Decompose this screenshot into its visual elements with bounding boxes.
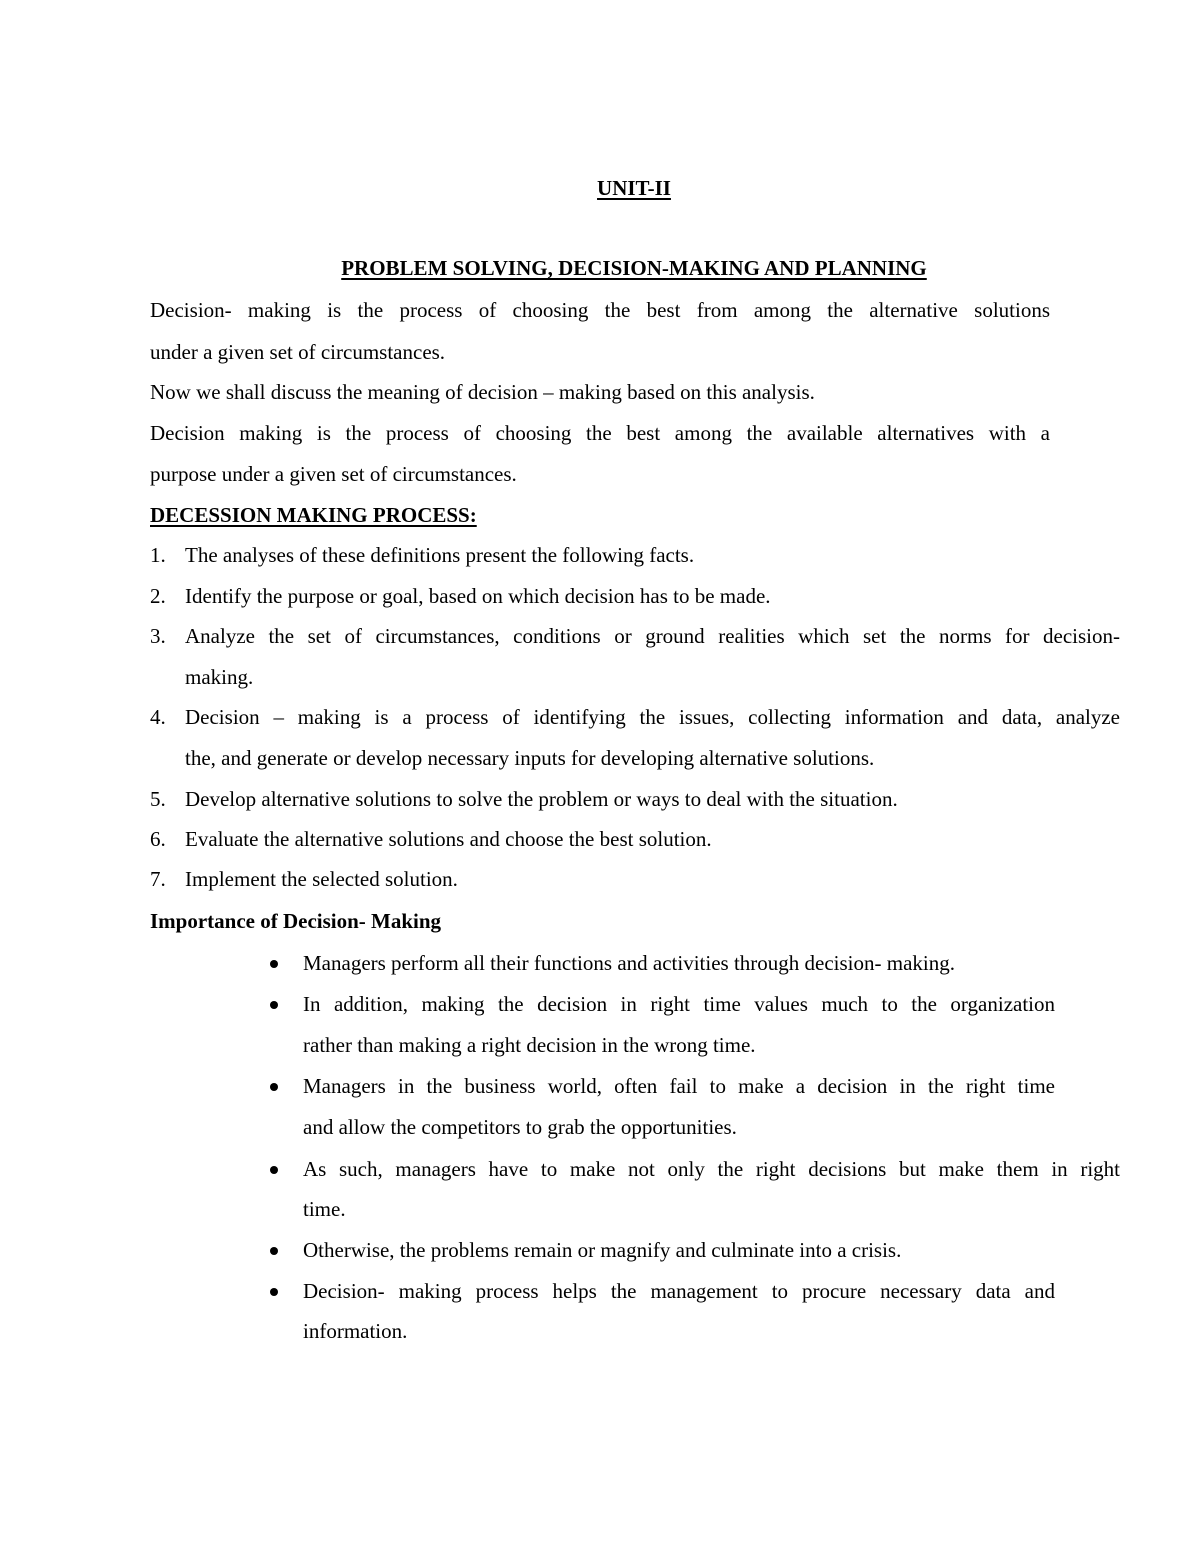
bullet-icon [270, 1001, 278, 1009]
step-text: Analyze the set of circumstances, conditions or ground realities which set the norms for decision- [185, 624, 1120, 648]
intro-line: Now we shall discuss the meaning of decision – making based on this analysis. [150, 380, 815, 404]
step-text: the, and generate or develop necessary inputs for developing alternative solutions. [185, 746, 875, 770]
step-number: 5. [150, 787, 166, 811]
point-text: time. [303, 1197, 346, 1221]
bullet-icon [270, 1083, 278, 1091]
process-heading: DECESSION MAKING PROCESS: [150, 503, 477, 527]
bullet-icon [270, 1166, 278, 1174]
step-text: The analyses of these definitions present the following facts. [185, 543, 695, 567]
point-text: Decision- making process helps the management to procure necessary data and [303, 1279, 1055, 1303]
point-text: In addition, making the decision in right time values much to the organization [303, 992, 1055, 1016]
step-text: making. [185, 665, 254, 689]
intro-line: Decision- making is the process of choosing the best from among the alternative solutions [150, 298, 1050, 322]
step-number: 6. [150, 827, 166, 851]
main-title: PROBLEM SOLVING, DECISION-MAKING AND PLANNING [341, 256, 927, 280]
unit-title: UNIT-II [597, 176, 671, 200]
step-text: Evaluate the alternative solutions and choose the best solution. [185, 827, 712, 851]
step-text: Decision – making is a process of identifying the issues, collecting information and data, analyze [185, 705, 1120, 729]
bullet-icon [270, 1247, 278, 1255]
step-number: 4. [150, 705, 166, 729]
step-number: 1. [150, 543, 166, 567]
bullet-icon [270, 1288, 278, 1296]
point-text: Otherwise, the problems remain or magnify and culminate into a crisis. [303, 1238, 902, 1262]
intro-line: under a given set of circumstances. [150, 340, 446, 364]
point-text: and allow the competitors to grab the opportunities. [303, 1115, 737, 1139]
step-number: 2. [150, 584, 166, 608]
intro-line: purpose under a given set of circumstances. [150, 462, 517, 486]
importance-heading: Importance of Decision- Making [150, 909, 442, 933]
step-text: Develop alternative solutions to solve the problem or ways to deal with the situation. [185, 787, 898, 811]
point-text: information. [303, 1319, 408, 1343]
intro-line: Decision making is the process of choosing the best among the available alternatives with a [150, 421, 1050, 445]
point-text: Managers in the business world, often fail to make a decision in the right time [303, 1074, 1055, 1098]
step-text: Implement the selected solution. [185, 867, 458, 891]
bullet-icon [270, 960, 278, 968]
step-number: 3. [150, 624, 166, 648]
step-number: 7. [150, 867, 166, 891]
point-text: Managers perform all their functions and activities through decision- making. [303, 951, 955, 975]
point-text: rather than making a right decision in the wrong time. [303, 1033, 756, 1057]
step-text: Identify the purpose or goal, based on which decision has to be made. [185, 584, 771, 608]
point-text: As such, managers have to make not only the right decisions but make them in right [303, 1157, 1120, 1181]
